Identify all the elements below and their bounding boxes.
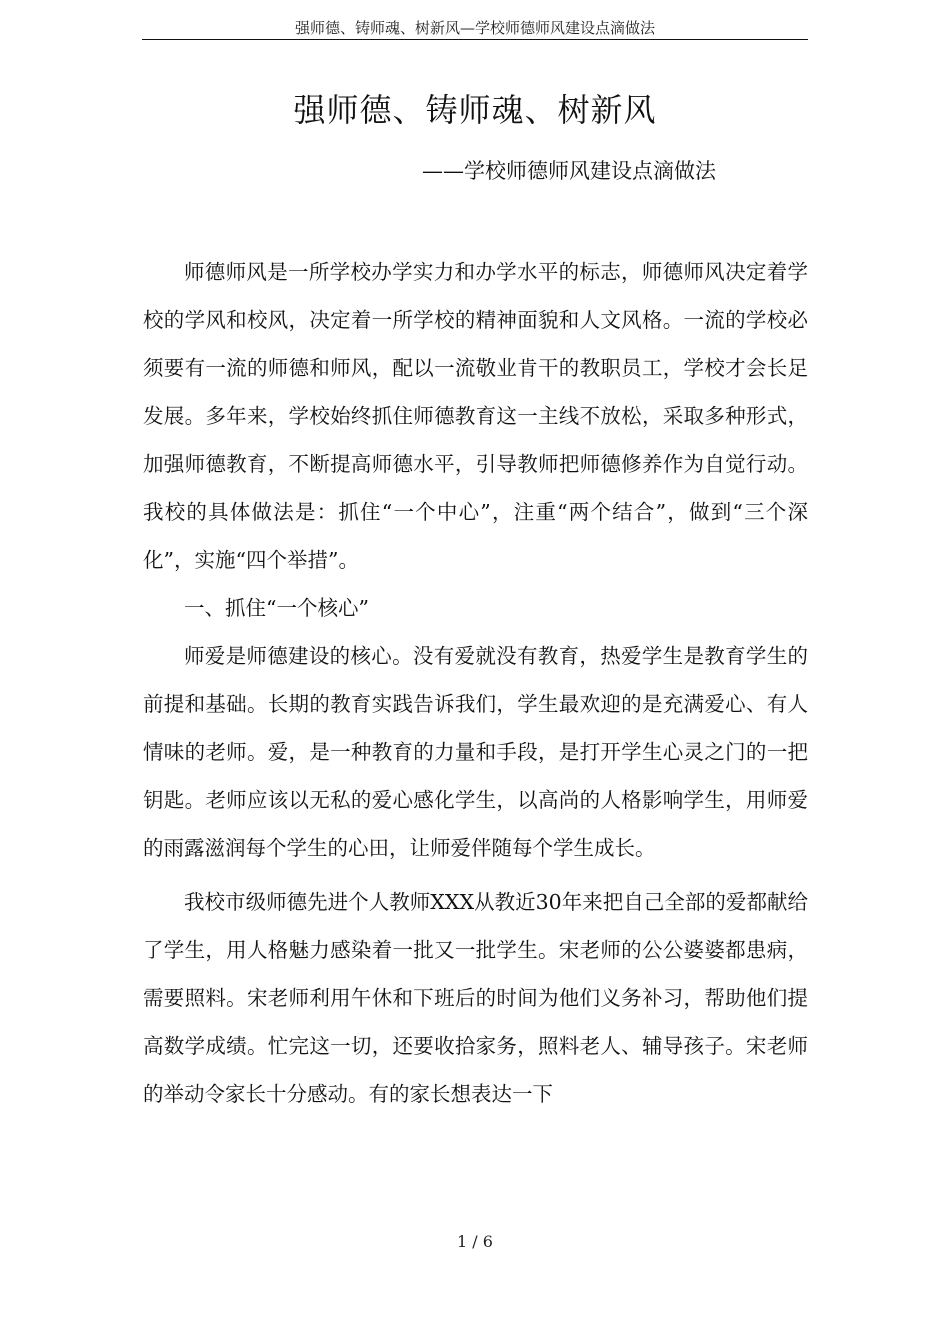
paragraph-intro: 师德师风是一所学校办学实力和办学水平的标志，师德师风决定着学校的学风和校风，决定着一所学校的精神面貌和人文风格。一流的学校必须要有一流的师德和师风，配以一流敬业肯干的教职员工，学校才会长足发展。多年来，学校始终抓住师德教育这一主线不放松，采取多种形式，加强师德教育，不断提高师德水平，引导教师把师德修养作为自觉行动。我校的具体做法是：抓住“一个中心”，注重“两个结合”，做到“三个深化”，实施“四个举措”。 xyxy=(143,260,808,572)
document-title: 强师德、铸师魂、树新风 xyxy=(293,91,657,129)
paragraph-example: 我校市级师德先进个人教师XXX从教近30年来把自己全部的爱都献给了学生，用人格魅力感染着一批又一批学生。宋老师的公公婆婆都患病，需要照料。宋老师利用午休和下班后的时间为他们义务补习，帮助他们提高数学成绩。忙完这一切，还要收拾家务，照料老人、辅导孩子。宋老师的举动令家长十分感动。有的家长想表达一下 xyxy=(143,890,808,1106)
document-subtitle: ——学校师德师风建设点滴做法 xyxy=(422,159,716,183)
page-number: 1 / 6 xyxy=(457,1232,493,1251)
header-rule xyxy=(142,39,808,40)
paragraph-teacher-love: 师爱是师德建设的核心。没有爱就没有教育，热爱学生是教育学生的前提和基础。长期的教育实践告诉我们，学生最欢迎的是充满爱心、有人情味的老师。爱，是一种教育的力量和手段，是打开学生心灵之门的一把钥匙。老师应该以无私的爱心感化学生，以高尚的人格影响学生，用师爱的雨露滋润每个学生的心田，让师爱伴随每个学生成长。 xyxy=(143,644,808,860)
running-header: 强师德、铸师魂、树新风—学校师德师风建设点滴做法 xyxy=(294,19,655,37)
document-body xyxy=(143,248,808,1118)
section-heading-1: 一、抓住“一个核心” xyxy=(184,596,369,620)
